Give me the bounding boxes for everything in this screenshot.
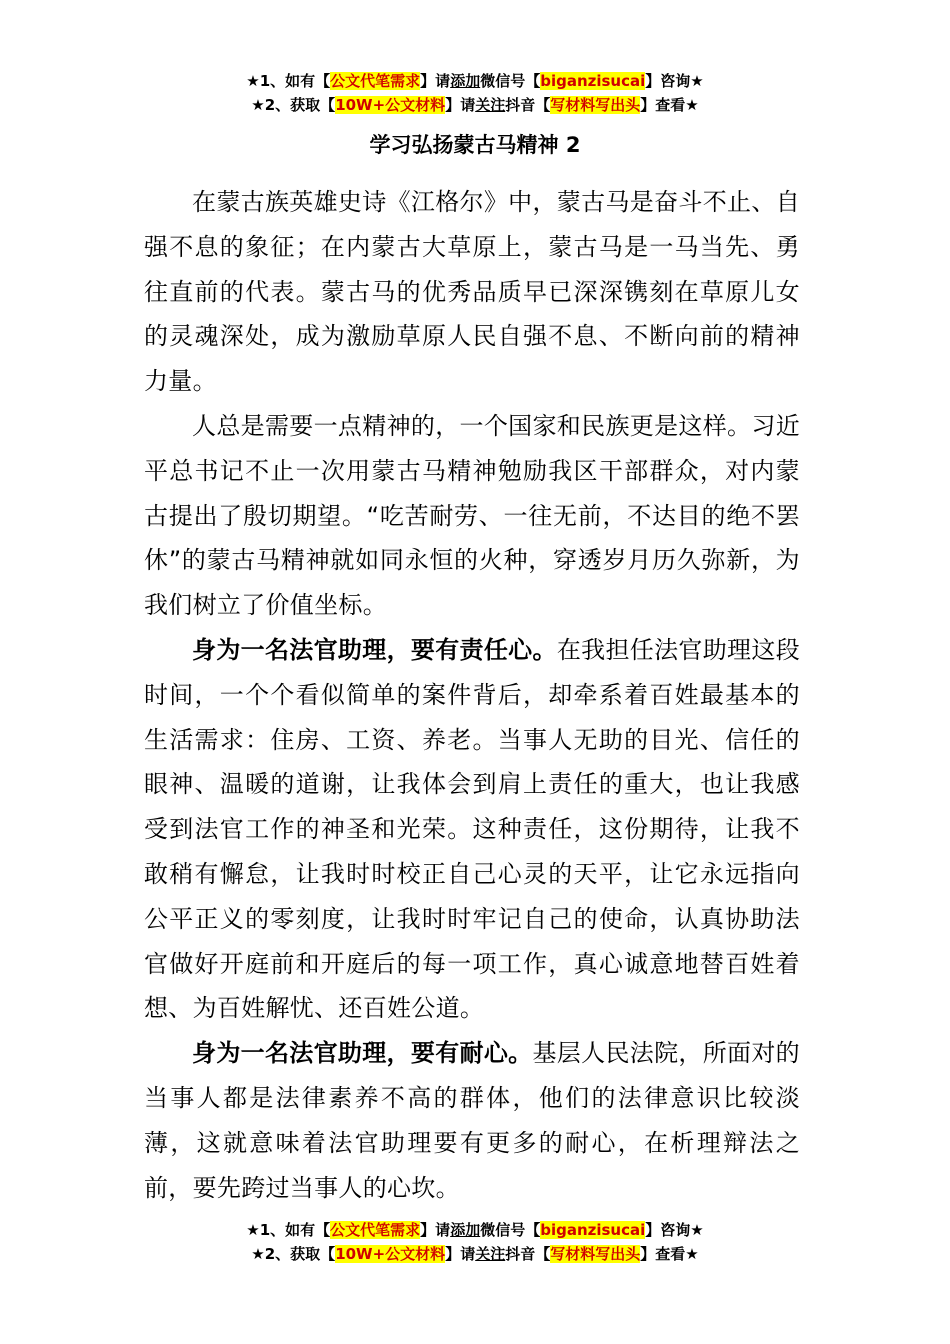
promo-text: 抖音【 — [505, 1245, 551, 1263]
promo-text: 微信号【 — [480, 72, 541, 90]
paragraph — [144, 180, 800, 404]
promo-header — [0, 69, 950, 117]
promo-highlight: 10W+公文材料 — [335, 96, 446, 114]
promo-highlight: 公文代笔需求 — [330, 72, 421, 90]
promo-highlight: biganzisucai — [540, 1221, 646, 1239]
paragraph-text: 在我担任法官助理这段时间，一个个看似简单的案件背后，却牵系着百姓最基本的生活需求：住房、工资、养老。当事人无助的目光、信任的眼神、温暖的道谢，让我体会到肩上责任的重大，也让我感受到法官工作的神圣和光荣。这种责任，这份期待，让我不敢稍有懈怠，让我时时校正自己心灵的天平，让它永远指向公平正义的零刻度，让我时时牢记自己的使命，认真协助法官做好开庭前和开庭后的每一项工作，真心诚意地替百姓着想、为百姓解忧、还百姓公道。 — [144, 635, 800, 1023]
promo-underline: 关注 — [475, 96, 506, 114]
promo-text: 】咨询★ — [645, 72, 704, 90]
promo-text: ★2、获取【 — [251, 96, 336, 114]
promo-underline: 添加 — [450, 1221, 481, 1239]
paragraph-lead: 身为一名法官助理，要有耐心。 — [192, 1039, 533, 1068]
promo-text: ★1、如有【 — [246, 1221, 331, 1239]
paragraph-text: 人总是需要一点精神的，一个国家和民族更是这样。习近平总书记不止一次用蒙古马精神勉励我区干部群众，对内蒙古提出了殷切期望。“吃苦耐劳、一往无前，不达目的绝不罢休”的蒙古马精神就如同永恒的火种，穿透岁月历久弥新，为我们树立了价值坐标。 — [144, 411, 800, 620]
paragraph — [144, 404, 800, 628]
paragraph — [144, 628, 800, 1031]
promo-text: 抖音【 — [505, 96, 551, 114]
promo-highlight: 写材料写出头 — [550, 1245, 641, 1263]
promo-text: 微信号【 — [480, 1221, 541, 1239]
promo-text: 】查看★ — [640, 96, 699, 114]
document-title: 学习弘扬蒙古马精神 2 — [369, 133, 581, 157]
promo-text: 】咨询★ — [645, 1221, 704, 1239]
promo-highlight: 写材料写出头 — [550, 96, 641, 114]
promo-highlight: 公文代笔需求 — [330, 1221, 421, 1239]
promo-text: 】请 — [445, 96, 476, 114]
promo-text: 】请 — [420, 72, 451, 90]
promo-line-2 — [0, 1242, 950, 1266]
paragraph-text: 基层人民法院，所面对的当事人都是法律素养不高的群体，他们的法律意识比较淡薄，这就意味着法官助理要有更多的耐心，在析理辩法之前，要先跨过当事人的心坎。 — [144, 1039, 800, 1202]
promo-line-2 — [0, 93, 950, 117]
promo-underline: 添加 — [450, 72, 481, 90]
paragraph-text: 在蒙古族英雄史诗《江格尔》中，蒙古马是奋斗不止、自强不息的象征；在内蒙古大草原上，蒙古马是一马当先、勇往直前的代表。蒙古马的优秀品质早已深深镌刻在草原儿女的灵魂深处，成为激励草原人民自强不息、不断向前的精神力量。 — [144, 188, 800, 396]
promo-text: 】请 — [420, 1221, 451, 1239]
promo-highlight: biganzisucai — [540, 72, 646, 90]
promo-line-1 — [0, 1218, 950, 1242]
promo-highlight: 10W+公文材料 — [335, 1245, 446, 1263]
promo-text: 】请 — [445, 1245, 476, 1263]
promo-text: 】查看★ — [640, 1245, 699, 1263]
promo-text: ★1、如有【 — [246, 72, 331, 90]
promo-footer — [0, 1218, 950, 1266]
document-body — [144, 180, 800, 1210]
paragraph — [144, 1031, 800, 1210]
paragraph-lead: 身为一名法官助理，要有责任心。 — [192, 635, 557, 664]
promo-underline: 关注 — [475, 1245, 506, 1263]
promo-line-1 — [0, 69, 950, 93]
promo-text: ★2、获取【 — [251, 1245, 336, 1263]
